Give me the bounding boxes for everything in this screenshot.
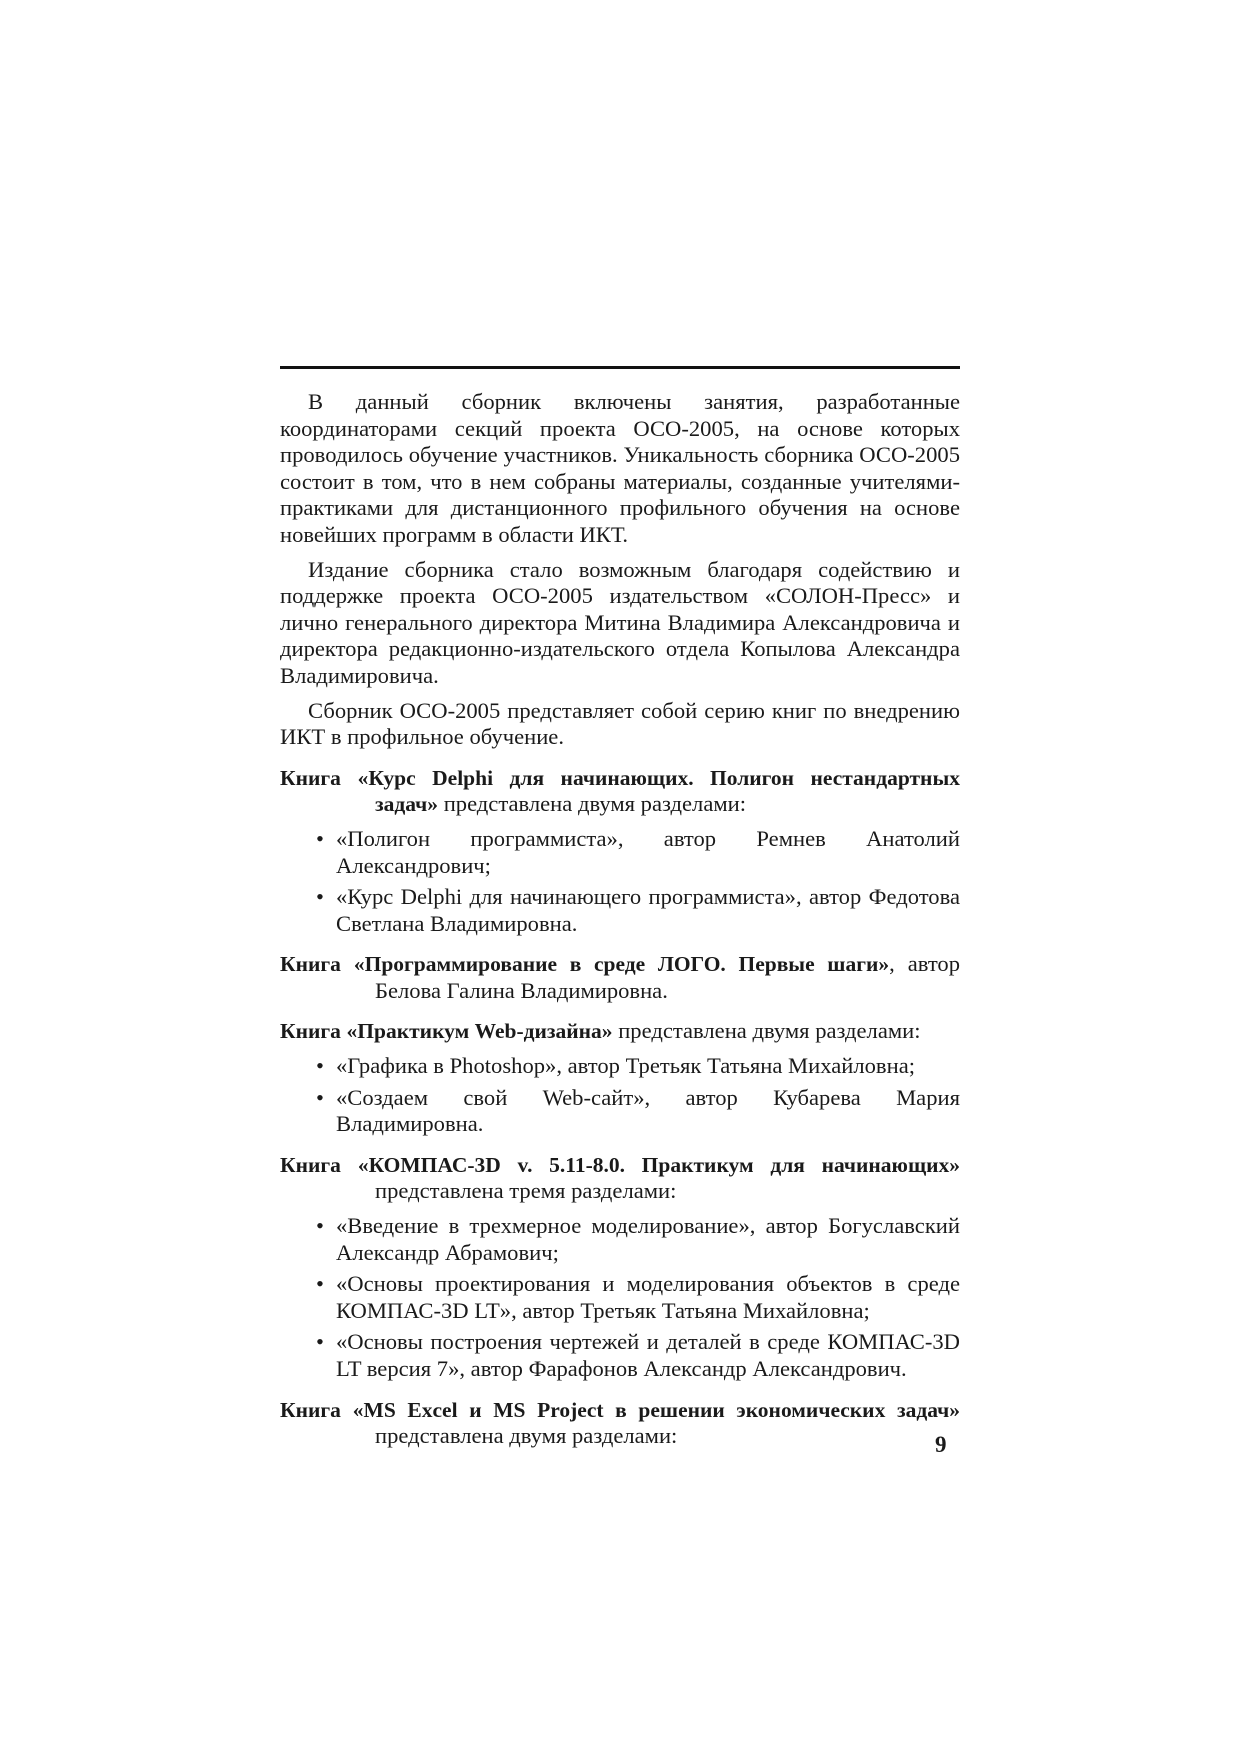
book-heading [280, 1397, 960, 1450]
book-description: представлена двумя разделами: [618, 1018, 921, 1044]
book-title: «MS Excel и MS Project в решении экономических задач» [352, 1397, 960, 1422]
intro-paragraph: Издание сборника стало возможным благодаря содействию и поддержке проекта ОСО-2005 издательством «СОЛОН-Пресс» и лично генерального директора Митина Владимира Александровича и директора редакционно-издательского отдела Копылова Александра Владимировича. [280, 556, 960, 688]
section-list [280, 1053, 960, 1138]
book-title: «Программирование в среде ЛОГО. Первые шаги» [353, 952, 890, 977]
book-description: представлена двумя разделами: [375, 1423, 678, 1449]
book-label: Книга [280, 1152, 341, 1177]
bullet-icon: • [316, 1271, 324, 1297]
book-title: «Практикум Web-дизайна» [346, 1019, 613, 1044]
bullet-icon: • [316, 884, 324, 910]
book-description: представлена двумя разделами: [443, 791, 747, 817]
book-entry-kompas [280, 1152, 960, 1383]
book-label: Книга [280, 765, 341, 790]
section-item: • «Графика в Photoshop», автор Третьяк Татьяна Михайловна; [316, 1053, 915, 1079]
page-number: 9 [935, 1432, 947, 1457]
bullet-icon: • [316, 825, 324, 851]
section-item: • «Курс Delphi для начинающего программиста», автор Федотова Светлана Владимировна. [316, 884, 960, 936]
section-item: • «Создаем свой Web-сайт», автор Кубарева Мария Владимировна. [316, 1084, 960, 1137]
book-heading [280, 951, 960, 1004]
bullet-icon: • [316, 1329, 324, 1355]
book-label: Книга [280, 952, 341, 977]
section-item: • «Основы построения чертежей и деталей в среде КОМПАС-3D LT версия 7», автор Фарафонов Александр Александрович. [316, 1329, 960, 1381]
book-label: Книга [280, 1397, 341, 1422]
book-label: Книга [280, 1019, 341, 1044]
page-content [280, 366, 960, 1450]
body-text [280, 389, 960, 1450]
book-entry-logo [280, 951, 960, 1004]
book-description: представлена тремя разделами: [375, 1178, 677, 1204]
bullet-icon: • [316, 1084, 324, 1110]
book-title: «Курс Delphi для начинающих. Полигон нестандартных задач» [357, 765, 960, 817]
book-heading [280, 1152, 960, 1205]
book-description: , автор Белова Галина Владимировна. [375, 951, 961, 1003]
book-entry-web-design [280, 1018, 960, 1137]
section-item: • «Полигон программиста», автор Ремнев Анатолий Александрович; [316, 825, 960, 878]
header-rule [280, 366, 960, 369]
section-list [280, 1213, 960, 1383]
bullet-icon: • [316, 1053, 324, 1079]
book-entry-excel-project [280, 1397, 960, 1450]
book-heading [280, 765, 960, 818]
section-item: • «Основы проектирования и моделирования объектов в среде КОМПАС-3D LT», автор Третьяк Татьяна Михайловна; [316, 1271, 960, 1323]
section-item: • «Введение в трехмерное моделирование», автор Богуславский Александр Абрамович; [316, 1213, 960, 1265]
book-heading [280, 1018, 960, 1045]
intro-paragraph: Сборник ОСО-2005 представляет собой серию книг по внедрению ИКТ в профильное обучение. [280, 697, 960, 750]
bullet-icon: • [316, 1213, 324, 1239]
section-list [280, 826, 960, 937]
book-title: «КОМПАС-3D v. 5.11-8.0. Практикум для начинающих» [357, 1152, 960, 1177]
intro-paragraph: В данный сборник включены занятия, разработанные координаторами секций проекта ОСО-2005, на основе которых проводилось обучение участников. Уникальность сборника ОСО-2005 состоит в том, что в нем собраны материалы, созданные учителями-практиками для дистанционного профильного обучения на основе новейших программ в области ИКТ. [280, 389, 960, 547]
book-entry-delphi [280, 765, 960, 938]
